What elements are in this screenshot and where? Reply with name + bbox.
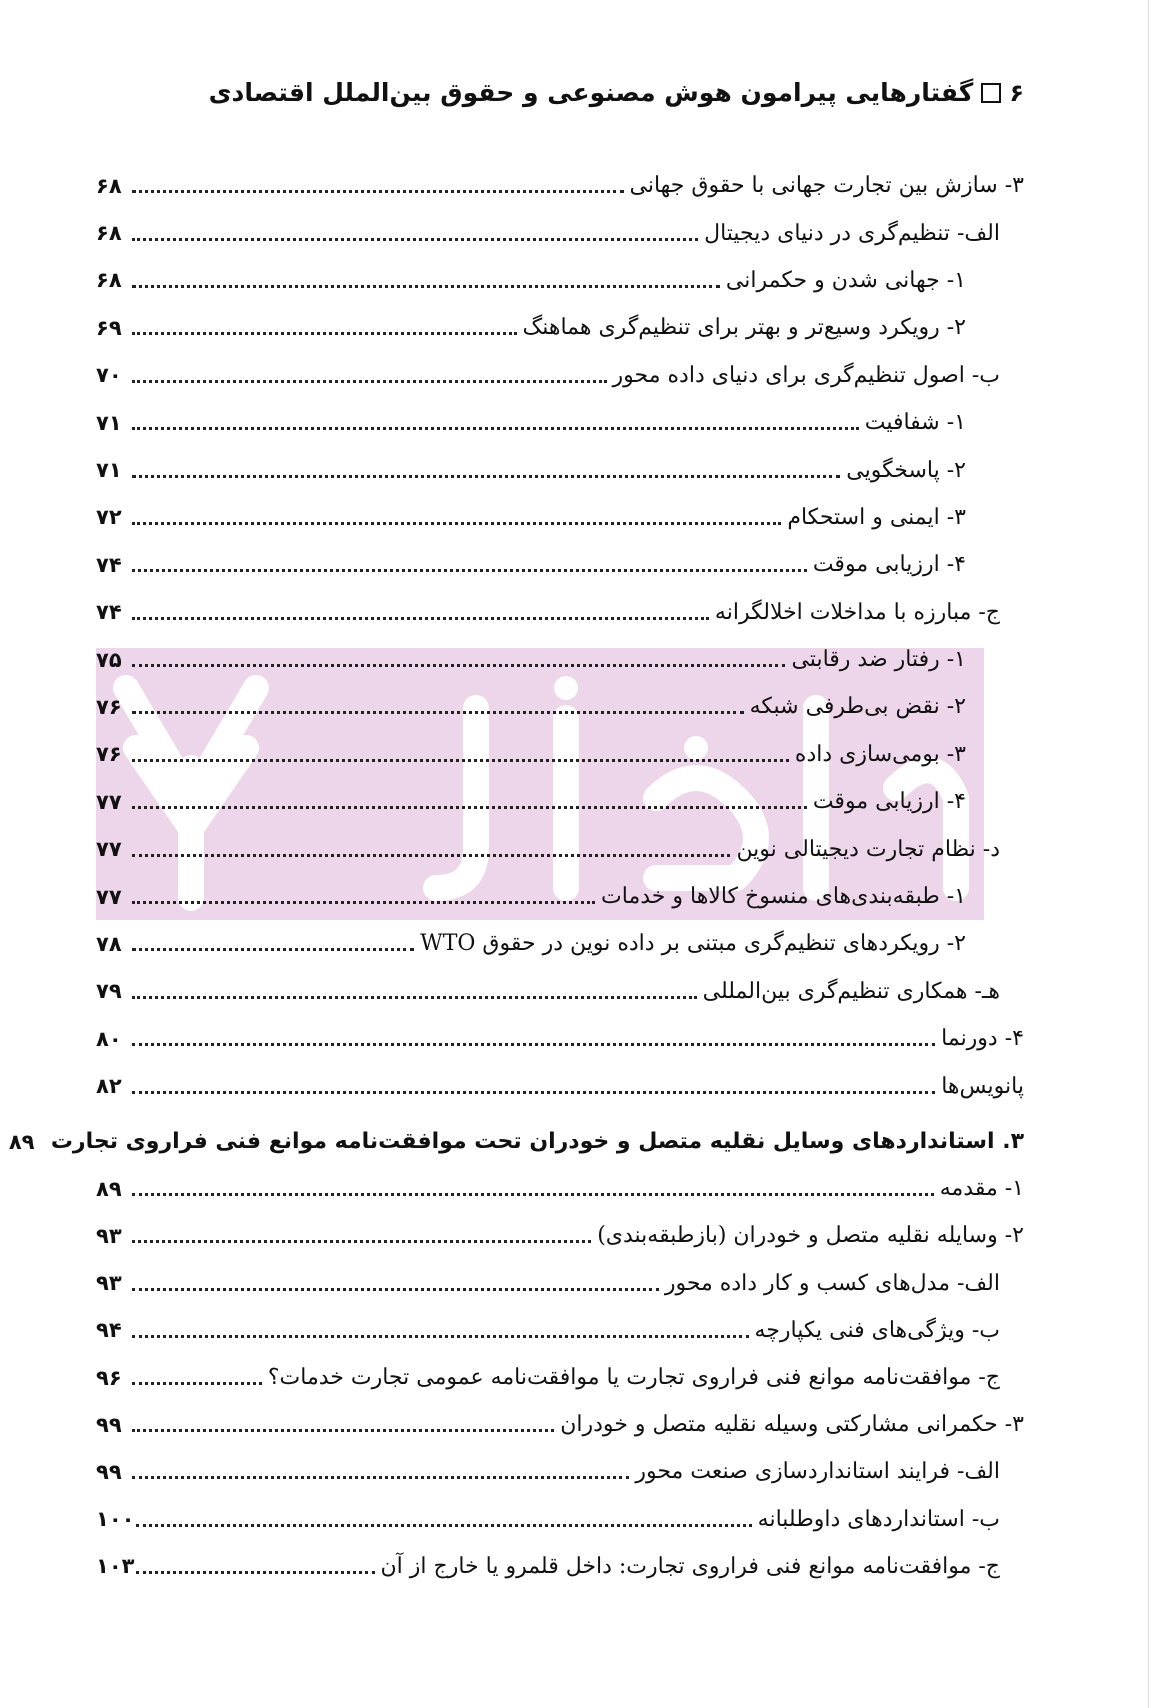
dot-leader [132, 759, 789, 762]
toc-entry[interactable] [96, 1543, 1024, 1590]
dot-leader [132, 427, 859, 430]
toc-entry[interactable] [96, 257, 1024, 304]
dot-leader [136, 1524, 751, 1527]
dot-leader [132, 996, 697, 999]
dot-leader [132, 332, 517, 335]
toc-entry[interactable] [96, 920, 1024, 967]
toc-entry-title: الف- فرایند استانداردسازی صنعت محور [635, 1459, 1000, 1485]
dot-leader [132, 1240, 591, 1243]
toc-entry-title: ۱- جهانی شدن و حکمرانی [725, 267, 966, 293]
page-edge-line [1148, 0, 1149, 1708]
toc-entry-title: ۱- طبقه‌بندی‌های منسوخ کالاها و خدمات [601, 884, 966, 910]
toc-entry-page-number: ۶۸ [96, 221, 122, 246]
book-title: گفتارهایی پیرامون هوش مصنوعی و حقوق بین‌الملل اقتصادی [208, 78, 974, 107]
toc-entry[interactable] [8, 1118, 1024, 1165]
toc-entry-title: الف- مدل‌های کسب و کار داده محور [664, 1270, 1000, 1296]
toc-entry-title: ۱- شفافیت [864, 410, 966, 436]
toc-section-2 [8, 1118, 1024, 1590]
toc-entry[interactable] [96, 162, 1024, 209]
toc-entry-page-number: ۷۴ [96, 552, 122, 577]
toc-entry[interactable] [96, 778, 1024, 825]
dot-leader [132, 238, 698, 241]
toc-entry-page-number: ۱۰۰ [96, 1507, 135, 1532]
toc-entry-page-number: ۶۹ [96, 315, 122, 340]
toc-entry-page-number: ۹۳ [96, 1223, 122, 1248]
toc-entry[interactable] [96, 446, 1024, 493]
toc-entry-page-number: ۱۰۳ [96, 1554, 135, 1579]
toc-entry[interactable] [96, 1260, 1024, 1307]
dot-leader [132, 522, 781, 525]
toc-entry-page-number: ۸۲ [96, 1074, 122, 1099]
dot-leader [132, 1335, 749, 1338]
toc-entry-title: ۱- مقدمه [939, 1176, 1024, 1202]
toc-entry[interactable] [96, 1307, 1024, 1354]
toc-entry[interactable] [96, 731, 1024, 778]
square-bullet-icon [981, 83, 1001, 103]
toc-entry-page-number: ۷۷ [96, 837, 122, 862]
toc-entry-page-number: ۷۲ [96, 505, 122, 530]
toc-entry-title: ۳- بومی‌سازی داده [794, 741, 966, 767]
toc-entry-title: پانویس‌ها [941, 1073, 1024, 1099]
dot-leader [132, 285, 720, 288]
toc-entry-page-number: ۹۶ [96, 1365, 122, 1390]
dot-leader [132, 1043, 935, 1046]
toc-entry-title: ج- مبارزه با مداخلات اخلالگرانه [714, 599, 1000, 625]
toc-entry-title: الف- تنظیم‌گری در دنیای دیجیتال [704, 220, 1000, 246]
toc-entry-title: ۲- رویکرد وسیع‌تر و بهتر برای تنظیم‌گری هماهنگ [522, 315, 966, 341]
toc-entry-title: ج- موافقت‌نامه موانع فنی فراروی تجارت: داخل قلمرو یا خارج از آن [380, 1553, 1000, 1579]
dot-leader [136, 1571, 374, 1574]
toc-entry[interactable] [96, 1212, 1024, 1259]
dot-leader [132, 664, 785, 667]
toc-section-1 [96, 162, 1024, 1110]
toc-entry-page-number: ۷۷ [96, 789, 122, 814]
toc-entry-page-number: ۷۹ [96, 979, 122, 1004]
toc-entry-title: ۲- رویکردهای تنظیم‌گری مبتنی بر داده نوین در حقوق WTO [420, 931, 966, 957]
toc-entry[interactable] [96, 352, 1024, 399]
toc-entry[interactable] [96, 873, 1024, 920]
toc-entry[interactable] [96, 1015, 1024, 1062]
toc-entry[interactable] [96, 541, 1024, 588]
toc-entry-title: ۳- ایمنی و استحکام [787, 504, 966, 530]
toc-entry[interactable] [96, 1401, 1024, 1448]
toc-entry-title: ۱- رفتار ضد رقابتی [791, 647, 966, 673]
dot-leader [132, 1382, 262, 1385]
dot-leader [132, 380, 607, 383]
dot-leader [132, 1476, 629, 1479]
toc-entry-page-number: ۷۴ [96, 600, 122, 625]
dot-leader [132, 1429, 554, 1432]
dot-leader [132, 901, 595, 904]
toc-entry-page-number: ۷۱ [96, 410, 122, 435]
dot-leader [132, 569, 807, 572]
toc-entry-title: ۲- وسایله نقلیه متصل و خودران (بازطبقه‌بندی) [597, 1223, 1024, 1249]
toc-entry[interactable] [96, 1165, 1024, 1212]
toc-entry[interactable] [96, 636, 1024, 683]
toc-entry-title: ۲- پاسخگویی [846, 457, 966, 483]
toc-entry[interactable] [96, 209, 1024, 256]
toc-entry-title: ۴- ارزیابی موقت [812, 789, 966, 815]
toc-entry-title: ب- ویژگی‌های فنی یکپارچه [754, 1317, 1000, 1343]
dot-leader [132, 854, 730, 857]
dot-leader [132, 1288, 659, 1291]
dot-leader [132, 806, 807, 809]
toc-entry-page-number: ۶۸ [96, 268, 122, 293]
toc-entry[interactable] [96, 825, 1024, 872]
dot-leader [132, 711, 744, 714]
toc-entry[interactable] [96, 968, 1024, 1015]
toc-entry-page-number: ۷۶ [96, 742, 122, 767]
toc-entry[interactable] [96, 1354, 1024, 1401]
toc-entry[interactable] [96, 1496, 1024, 1543]
toc-entry-title: ۲- نقض بی‌طرفی شبکه [749, 694, 966, 720]
toc-entry-page-number: ۷۷ [96, 884, 122, 909]
toc-entry-title: ج- موافقت‌نامه موانع فنی فراروی تجارت یا موافقت‌نامه عمومی تجارت خدمات؟ [267, 1365, 1000, 1391]
toc-entry-page-number: ۹۴ [96, 1318, 122, 1343]
toc-entry[interactable] [96, 1062, 1024, 1109]
toc-entry[interactable] [96, 304, 1024, 351]
toc-entry-page-number: ۸۹ [96, 1176, 122, 1201]
page-number: ۶ [1009, 78, 1024, 107]
toc-entry[interactable] [96, 494, 1024, 541]
toc-entry-title: ۴- ارزیابی موقت [812, 552, 966, 578]
toc-entry-page-number: ۸۰ [96, 1026, 122, 1051]
dot-leader [132, 475, 840, 478]
dot-leader [132, 190, 624, 193]
toc-entry-page-number: ۷۱ [96, 458, 122, 483]
toc-entry-page-number: ۷۸ [96, 931, 122, 956]
toc-entry-page-number: ۹۳ [96, 1271, 122, 1296]
toc-entry-title: ۳. استانداردهای وسایل نقلیه متصل و خودران تحت موافقت‌نامه موانع فنی فراروی تجارت [50, 1129, 1024, 1155]
toc-entry-page-number: ۸۹ [8, 1129, 35, 1154]
toc-entry-page-number: ۷۵ [96, 647, 122, 672]
toc-entry-title: ب- استانداردهای داوطلبانه [757, 1506, 1000, 1532]
toc-entry[interactable] [96, 683, 1024, 730]
dot-leader [132, 1091, 935, 1094]
toc-entry-page-number: ۹۹ [96, 1459, 122, 1484]
toc-entry-title: د- نظام تجارت دیجیتالی نوین [736, 836, 1000, 862]
toc-entry-title: ۴- دورنما [941, 1026, 1024, 1052]
toc-entry-title: هـ- همکاری تنظیم‌گری بین‌المللی [702, 978, 1000, 1004]
toc-entry-page-number: ۶۸ [96, 173, 122, 198]
toc-entry-title: ب- اصول تنظیم‌گری برای دنیای داده محور [612, 362, 1000, 388]
toc-entry[interactable] [96, 589, 1024, 636]
toc-entry-page-number: ۹۹ [96, 1412, 122, 1437]
dot-leader [132, 948, 414, 951]
dot-leader [132, 617, 709, 620]
toc-entry-title: ۳- سازش بین تجارت جهانی با حقوق جهانی [629, 173, 1024, 199]
page-header [100, 78, 1024, 107]
toc-entry-title: ۳- حکمرانی مشارکتی وسیله نقلیه متصل و خودران [560, 1412, 1024, 1438]
toc-entry[interactable] [96, 1448, 1024, 1495]
toc-entry-page-number: ۷۶ [96, 694, 122, 719]
toc-entry[interactable] [96, 399, 1024, 446]
dot-leader [132, 1193, 934, 1196]
toc-entry-page-number: ۷۰ [96, 363, 122, 388]
